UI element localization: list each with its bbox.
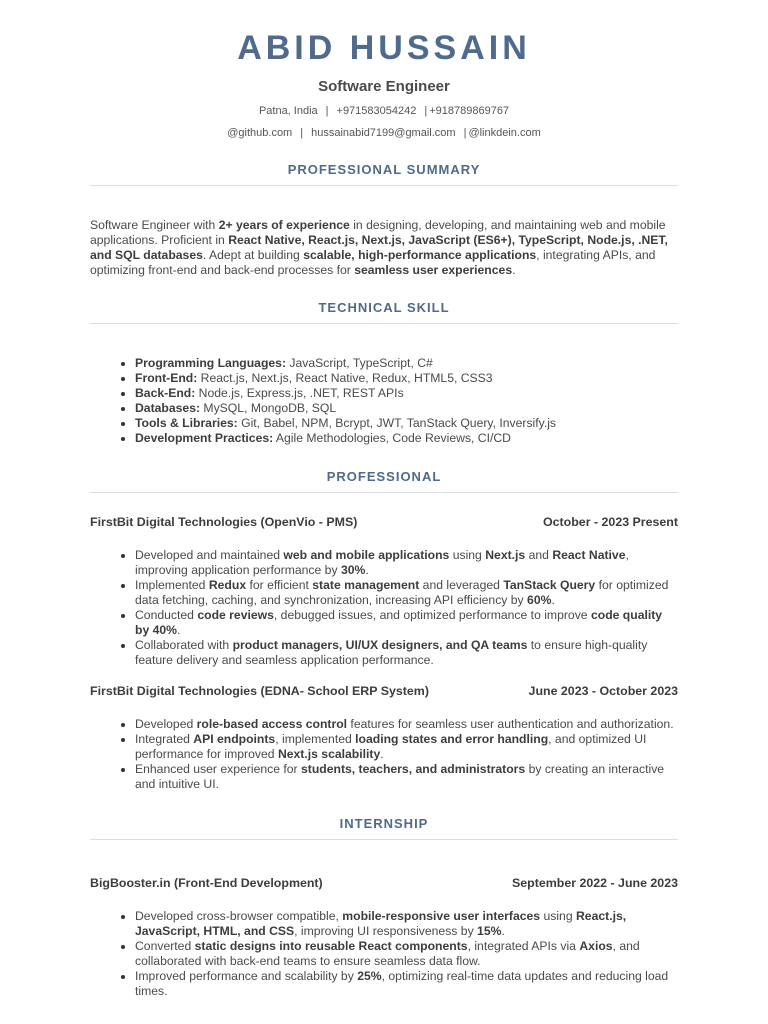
text: Implemented xyxy=(135,578,209,592)
contact-row-phone xyxy=(90,104,678,118)
text: , debugged issues, and optimized performance to improve xyxy=(273,608,591,622)
job-bullet xyxy=(135,732,678,762)
skill-item xyxy=(135,356,678,371)
text: Developed xyxy=(135,717,197,731)
bold-text: Next.js xyxy=(485,548,526,562)
skill-value: Agile Methodologies, Code Reviews, CI/CD xyxy=(273,431,511,445)
summary-paragraph xyxy=(90,218,678,278)
skill-item xyxy=(135,416,678,431)
text: Collaborated with xyxy=(135,638,233,652)
text: , improving UI responsiveness by xyxy=(294,924,478,938)
text: . xyxy=(512,263,516,277)
linkedin-link[interactable]: @linkdein.com xyxy=(468,127,541,139)
skill-label: Databases: xyxy=(135,401,201,415)
skill-item xyxy=(135,371,678,386)
job-date: June 2023 - October 2023 xyxy=(528,684,678,698)
job-bullet xyxy=(135,608,678,638)
bold-text: product managers, UI/UX designers, and QA teams xyxy=(232,638,528,652)
skill-item xyxy=(135,431,678,446)
location-text: Patna, India xyxy=(258,105,318,117)
text: Software Engineer with xyxy=(90,218,219,232)
text: . xyxy=(551,593,555,607)
bold-text: Redux xyxy=(208,578,247,592)
text: Developed and maintained xyxy=(135,548,284,562)
text: , and collaborated with back-end teams to ensure seamless data flow. xyxy=(135,939,640,968)
professional-jobs xyxy=(90,515,678,792)
skill-label: Back-End: xyxy=(135,386,196,400)
bold-text: state management xyxy=(312,578,420,592)
text: , integrating APIs, and optimizing front-end and back-end processes for xyxy=(90,248,656,277)
bold-text: mobile-responsive user interfaces xyxy=(342,909,541,923)
job-header xyxy=(90,515,678,530)
bold-text: 15% xyxy=(477,924,502,938)
text: using xyxy=(540,909,576,923)
text: features for seamless user authentication and authorization. xyxy=(347,717,674,731)
job-bullets xyxy=(90,717,678,792)
section-heading-internship: INTERNSHIP xyxy=(339,816,429,831)
job-bullet xyxy=(135,939,678,969)
text: Converted xyxy=(135,939,195,953)
job-company: FirstBit Digital Technologies (EDNA- School ERP System) xyxy=(90,684,429,698)
bold-text: code quality by 40% xyxy=(135,608,663,637)
job-bullets xyxy=(90,548,678,668)
section-divider xyxy=(90,839,678,840)
job-bullet xyxy=(135,578,678,608)
github-link[interactable]: @github.com xyxy=(227,127,293,139)
text: using xyxy=(449,548,486,562)
text: , and optimized UI performance for improved xyxy=(135,732,647,761)
bold-text: Axios xyxy=(579,939,613,953)
bold-text: Next.js scalability xyxy=(277,747,381,761)
bold-text: static designs into reusable React components xyxy=(194,939,468,953)
text: by creating an interactive and intuitive UI. xyxy=(135,762,665,791)
bold-text: 2+ years of experience xyxy=(218,218,350,232)
text: and xyxy=(525,548,553,562)
bold-text: students, teachers, and administrators xyxy=(301,762,526,776)
text: . xyxy=(365,563,369,577)
text: Integrated xyxy=(135,732,194,746)
bold-text: code reviews xyxy=(197,608,274,622)
text: to ensure high-quality feature delivery and seamless application performance. xyxy=(135,638,648,667)
text: Conducted xyxy=(135,608,198,622)
internship-jobs xyxy=(90,876,678,999)
job-date: October - 2023 Present xyxy=(543,515,678,529)
job-date: September 2022 - June 2023 xyxy=(512,876,678,890)
text: , implemented xyxy=(275,732,356,746)
text: in designing, developing, and maintaining web and mobile applications. Proficient in xyxy=(90,218,666,247)
bold-text: React Native xyxy=(552,548,626,562)
phone-primary[interactable]: +971583054242 xyxy=(336,105,417,117)
skill-value: React.js, Next.js, React Native, Redux, HTML5, CSS3 xyxy=(197,371,493,385)
job-company: FirstBit Digital Technologies (OpenVio - PMS) xyxy=(90,515,358,529)
bold-text: TanStack Query xyxy=(503,578,596,592)
separator: | xyxy=(300,127,304,139)
job-bullet xyxy=(135,548,678,578)
text: Developed cross-browser compatible, xyxy=(135,909,343,923)
candidate-name: ABID HUSSAIN xyxy=(237,29,531,67)
bold-text: role-based access control xyxy=(196,717,348,731)
section-divider xyxy=(90,492,678,493)
skill-item xyxy=(135,401,678,416)
job-bullet xyxy=(135,969,678,999)
text: . xyxy=(380,747,384,761)
text: . xyxy=(501,924,505,938)
job-bullet xyxy=(135,909,678,939)
bold-text: API endpoints xyxy=(193,732,276,746)
skill-label: Tools & Libraries: xyxy=(135,416,238,430)
job-title: Software Engineer xyxy=(318,78,450,95)
text: and leveraged xyxy=(419,578,504,592)
section-divider xyxy=(90,185,678,186)
job-company: BigBooster.in (Front-End Development) xyxy=(90,876,323,890)
separator: | xyxy=(463,127,467,139)
text: , optimizing real-time data updates and reducing load times. xyxy=(135,969,669,998)
email-link[interactable]: hussainabid7199@gmail.com xyxy=(311,127,456,139)
text: Enhanced user experience for xyxy=(135,762,301,776)
section-divider xyxy=(90,323,678,324)
job-bullet xyxy=(135,638,678,668)
skill-label: Programming Languages: xyxy=(135,356,287,370)
skills-list xyxy=(90,356,678,446)
skill-value: JavaScript, TypeScript, C# xyxy=(286,356,433,370)
skill-label: Development Practices: xyxy=(135,431,274,445)
text: . xyxy=(177,623,181,637)
text: Improved performance and scalability by xyxy=(135,969,358,983)
text: for optimized data fetching, caching, and synchronization, increasing API efficiency by xyxy=(135,578,669,607)
text: , integrated APIs via xyxy=(467,939,580,953)
resume-page xyxy=(90,0,678,999)
skill-value: Git, Babel, NPM, Bcrypt, JWT, TanStack Query, Inversify.js xyxy=(237,416,557,430)
bold-text: 60% xyxy=(527,593,552,607)
section-heading-skills: TECHNICAL SKILL xyxy=(318,300,450,315)
bold-text: 30% xyxy=(340,563,366,577)
separator: | xyxy=(424,105,428,117)
text: for efficient xyxy=(246,578,313,592)
bold-text: web and mobile applications xyxy=(283,548,450,562)
job-bullet xyxy=(135,762,678,792)
job-bullets xyxy=(90,909,678,999)
contact-row-links xyxy=(90,126,678,140)
bold-text: 25% xyxy=(357,969,382,983)
bold-text: seamless user experiences xyxy=(354,263,513,277)
skill-value: MySQL, MongoDB, SQL xyxy=(200,401,337,415)
skill-label: Front-End: xyxy=(135,371,198,385)
skill-item xyxy=(135,386,678,401)
bold-text: React Native, React.js, Next.js, JavaScript (ES6+), TypeScript, Node.js, .NET, and SQL databases xyxy=(90,233,668,262)
separator: | xyxy=(325,105,329,117)
skill-value: Node.js, Express.js, .NET, REST APIs xyxy=(195,386,404,400)
job-header xyxy=(90,876,678,891)
bold-text: React.js, JavaScript, HTML, and CSS xyxy=(135,909,627,938)
job-bullet xyxy=(135,717,678,732)
phone-secondary[interactable]: +918789869767 xyxy=(429,105,510,117)
job-header xyxy=(90,684,678,699)
section-heading-summary: PROFESSIONAL SUMMARY xyxy=(287,162,481,177)
text: , improving application performance by xyxy=(135,548,629,577)
section-heading-professional: PROFESSIONAL xyxy=(326,469,442,484)
bold-text: scalable, high-performance applications xyxy=(303,248,537,262)
bold-text: loading states and error handling xyxy=(355,732,549,746)
text: . Adept at building xyxy=(202,248,304,262)
